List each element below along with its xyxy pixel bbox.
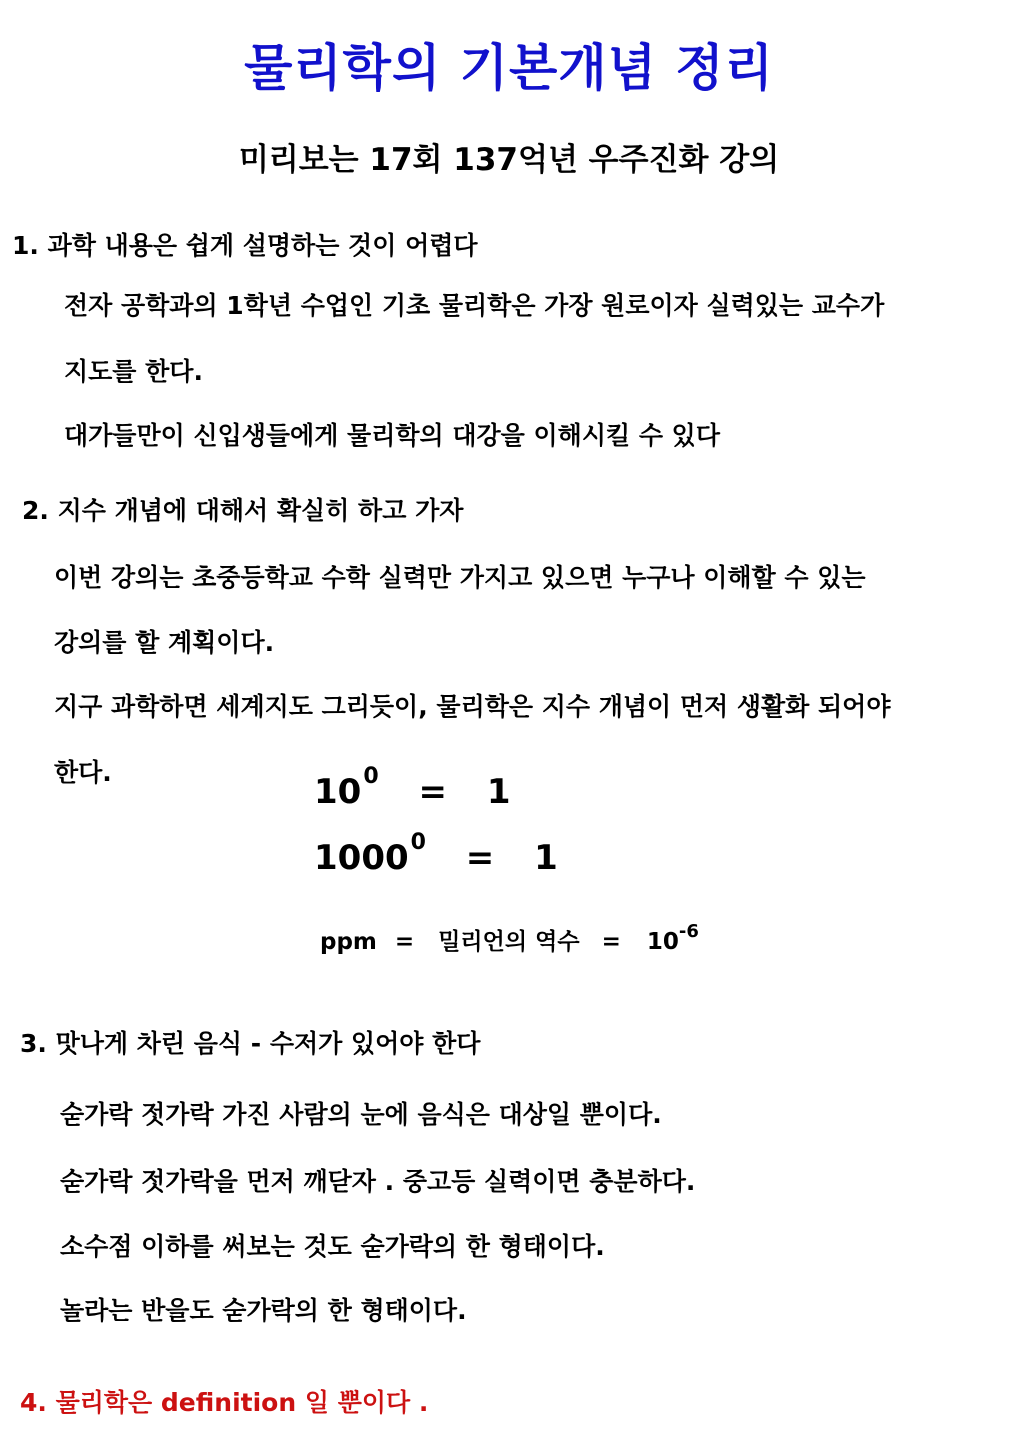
section-3-line-4: 놀라는 반을도 숟가락의 한 형태이다. [60, 1296, 467, 1325]
section-2-line-2: 강의를 할 계획이다. [54, 628, 275, 657]
formula-2-result: 1 [534, 838, 558, 878]
formula-2-equals: = [465, 838, 495, 878]
ppm-equals-1: = [394, 929, 415, 955]
section-3-heading: 3. 맛나게 차린 음식 - 수저가 있어야 한다 [20, 1029, 481, 1058]
formula-2-base: 1000 [314, 838, 409, 878]
ppm-value-exponent: -6 [678, 921, 699, 942]
section-1-line-1: 전자 공학과의 1학년 수업인 기초 물리학은 가장 원로이자 실력있는 교수가 [64, 291, 885, 320]
section-2-line-3: 지구 과학하면 세계지도 그리듯이, 물리학은 지수 개념이 먼저 생활화 되어야 [54, 692, 891, 721]
formula-1-equals: = [418, 772, 447, 812]
section-2-line-4: 한다. [54, 758, 112, 787]
formula-ten-power-zero [314, 764, 511, 812]
section-2-line-1: 이번 강의는 초중등학교 수학 실력만 가지고 있으면 누구나 이해할 수 있는 [54, 563, 866, 592]
section-1-line-3: 대가들만이 신입생들에게 물리학의 대강을 이해시킬 수 있다 [64, 421, 720, 450]
ppm-value-base: 10 [646, 929, 679, 955]
section-3-line-3: 소수점 이하를 써보는 것도 숟가락의 한 형태이다. [60, 1232, 605, 1261]
section-4-heading: 4. 물리학은 definition 일 뿐이다 . [20, 1388, 429, 1417]
section-3-line-2: 숟가락 젓가락을 먼저 깨닫자 . 중고등 실력이면 충분하다. [60, 1167, 696, 1196]
ppm-definition: 밀리언의 역수 [438, 929, 580, 955]
section-3-line-1: 숟가락 젓가락 가진 사람의 눈에 음식은 대상일 뿐이다. [60, 1100, 662, 1129]
ppm-label: ppm [320, 929, 377, 955]
page-title: 물리학의 기본개념 정리 [244, 39, 774, 97]
section-1-line-2: 지도를 한다. [64, 357, 203, 386]
formula-1-exponent: 0 [363, 764, 379, 789]
formula-2-exponent: 0 [410, 830, 426, 855]
section-1-heading: 1. 과학 내용은 쉽게 설명하는 것이 어렵다 [12, 231, 478, 260]
page-subtitle: 미리보는 17회 137억년 우주진화 강의 [238, 142, 780, 178]
section-2-heading: 2. 지수 개념에 대해서 확실히 하고 가자 [22, 496, 464, 525]
ppm-equals-2: = [601, 929, 621, 955]
formula-ppm [320, 923, 699, 956]
formula-thousand-power-zero [314, 830, 558, 878]
formula-1-base: 10 [314, 772, 362, 812]
formula-1-result: 1 [486, 772, 511, 812]
